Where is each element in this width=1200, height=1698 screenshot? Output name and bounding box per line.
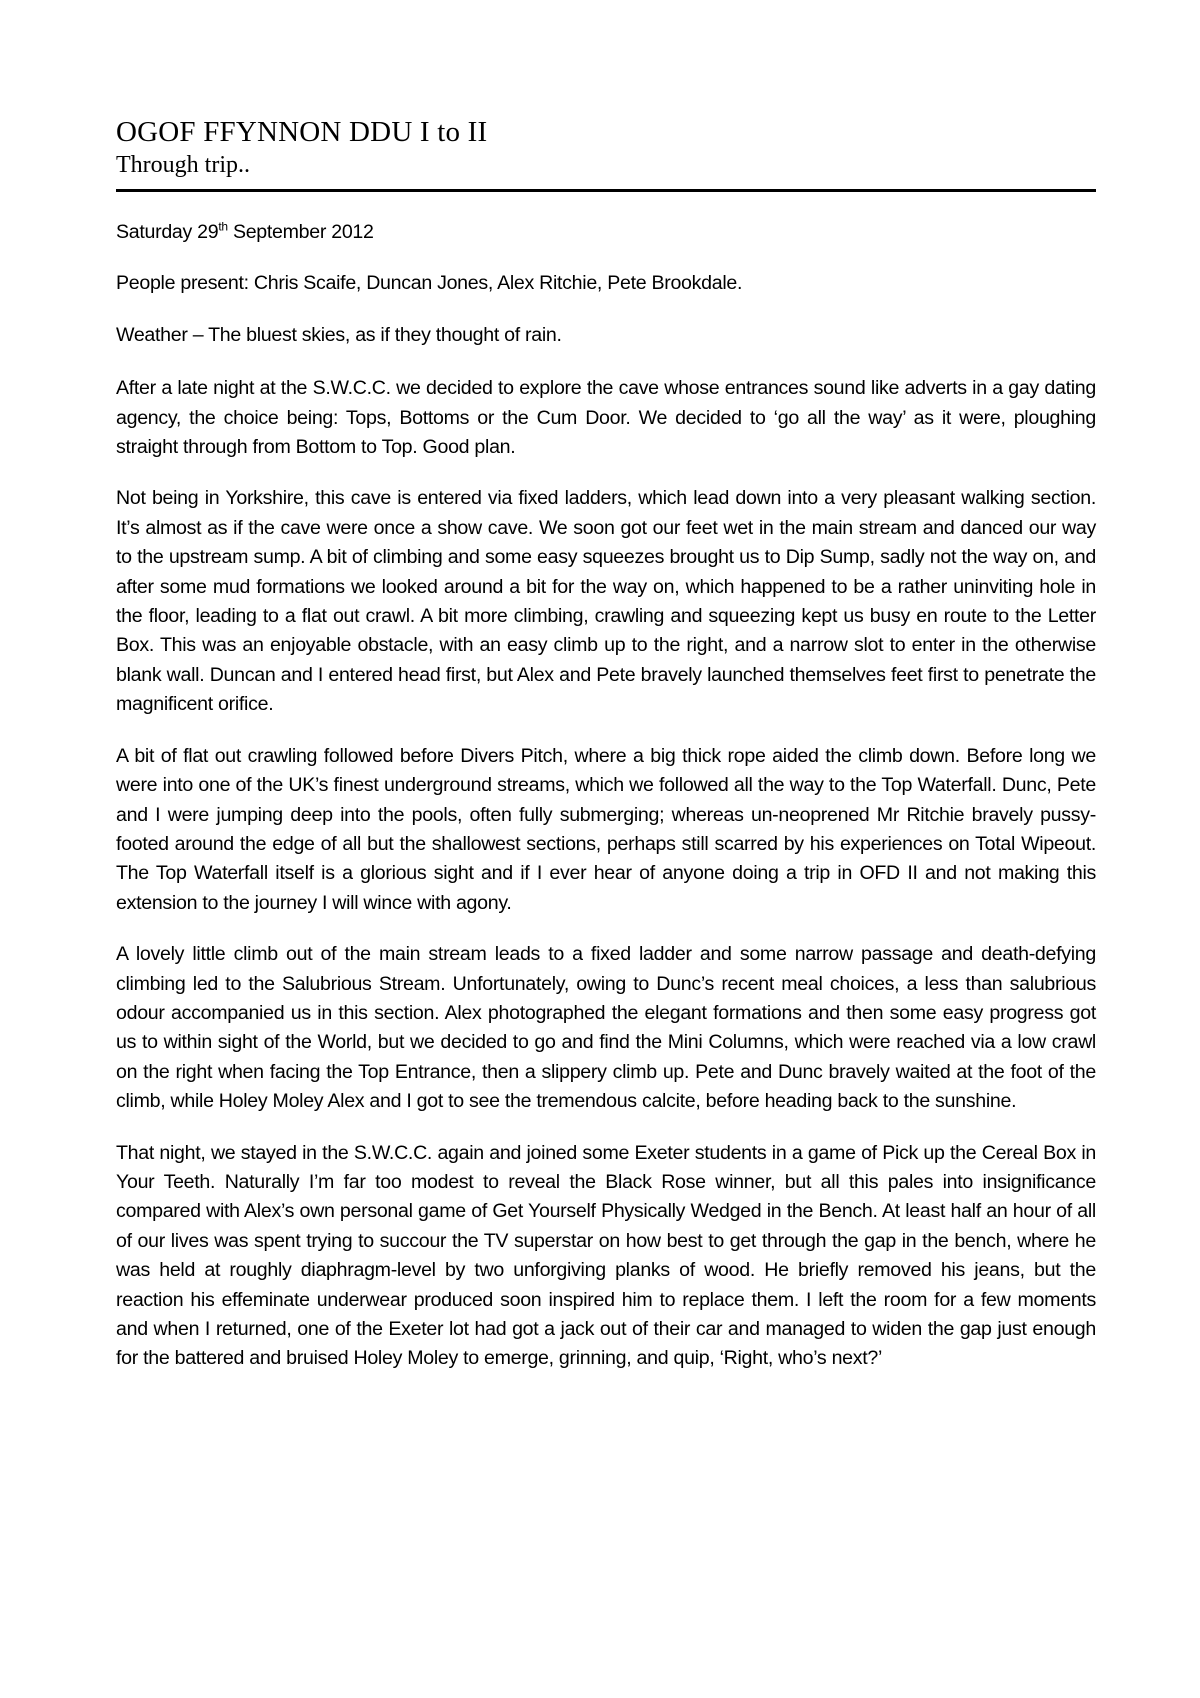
- document-title: OGOF FFYNNON DDU I to II: [116, 116, 488, 148]
- trip-date: [116, 218, 1096, 247]
- people-present: People present: Chris Scaife, Duncan Jones, Alex Ritchie, Pete Brookdale.: [116, 272, 743, 295]
- document-page: [116, 114, 1096, 1374]
- paragraph-intro: After a late night at the S.W.C.C. we decided to explore the cave whose entrances sound like adverts in a gay dating agency, the choice being: Tops, Bottoms or the Cum Door. We decided to ‘go all the way’ as it were, ploughing straight through from Bottom to Top. Good plan.: [116, 377, 1096, 459]
- paragraph-entrance: Not being in Yorkshire, this cave is entered via fixed ladders, which lead down into a very pleasant walking section. It’s almost as if the cave were once a show cave. We soon got our feet wet in the main stream and danced our way to the upstream sump. A bit of climbing and some easy squeezes brought us to Dip Sump, sadly not the way on, and after some mud formations we looked around a bit for the way on, which happened to be a rather uninviting hole in the floor, leading to a flat out crawl. A bit more climbing, crawling and squeezing kept us busy en route to the Letter Box. This was an enjoyable obstacle, with an easy climb up to the right, and a narrow slot to enter in the otherwise blank wall. Duncan and I entered head first, but Alex and Pete bravely launched themselves feet first to penetrate the magnificent orifice.: [116, 487, 1096, 716]
- trip-date-rest: September 2012: [227, 221, 374, 243]
- paragraph-streamway: A bit of flat out crawling followed before Divers Pitch, where a big thick rope aided the climb down. Before long we were into one of the UK’s finest underground streams, which we followed all the way to the Top Waterfall. Dunc, Pete and I were jumping deep into the pools, often fully submerging; whereas un-neoprened Mr Ritchie bravely pussy-footed around the edge of all but the shallowest sections, perhaps still scarred by his experiences on Total Wipeout. The Top Waterfall itself is a glorious sight and if I ever hear of anyone doing a trip in OFD II and not making this extension to the journey I will wince with agony.: [116, 744, 1096, 914]
- trip-date-suffix: th: [218, 219, 228, 234]
- trip-date-day: Saturday 29: [116, 221, 219, 243]
- paragraph-evening: That night, we stayed in the S.W.C.C. again and joined some Exeter students in a game of Pick up the Cereal Box in Your Teeth. Naturally I’m far too modest to reveal the Black Rose winner, but all this pales into insignificance compared with Alex’s own personal game of Get Yourself Physically Wedged in the Bench. At least half an hour of all of our lives was spent trying to succour the TV superstar on how best to get through the gap in the bench, where he was held at roughly diaphragm-level by two unforgiving planks of wood. He briefly removed his jeans, but the reaction his effeminate underwear produced soon inspired him to replace them. I left the room for a few moments and when I returned, one of the Exeter lot had got a jack out of their car and managed to widen the gap just enough for the battered and bruised Holey Moley to emerge, grinning, and quip, ‘Right, who’s next?’: [116, 1141, 1096, 1370]
- document-subtitle: Through trip..: [116, 152, 250, 178]
- weather-note: Weather – The bluest skies, as if they thought of rain.: [116, 323, 562, 346]
- title-divider: [116, 189, 1096, 192]
- paragraph-salubrious: A lovely little climb out of the main stream leads to a fixed ladder and some narrow passage and death-defying climbing led to the Salubrious Stream. Unfortunately, owing to Dunc’s recent meal choices, a less than salubrious odour accompanied us in this section. Alex photographed the elegant formations and then some easy progress got us to within sight of the World, but we decided to go and find the Mini Columns, which were reached via a low crawl on the right when facing the Top Entrance, then a slippery climb up. Pete and Dunc bravely waited at the foot of the climb, while Holey Moley Alex and I got to see the tremendous calcite, before heading back to the sunshine.: [116, 943, 1096, 1113]
